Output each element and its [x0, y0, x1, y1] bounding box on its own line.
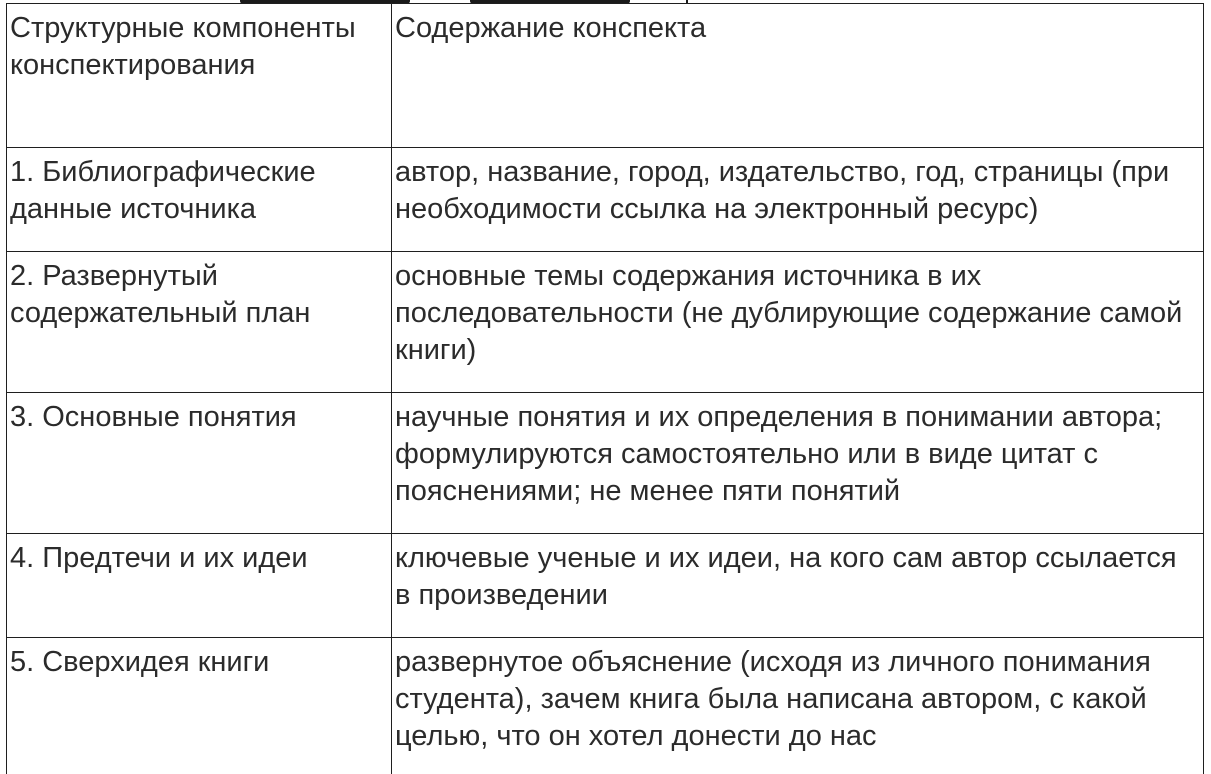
header-cell-components: Структурные компоненты конспектирования	[7, 4, 392, 148]
component-cell: 4. Предтечи и их идеи	[7, 534, 392, 638]
content-cell: ключевые ученые и их идеи, на кого сам автор ссылается в произведении	[392, 534, 1204, 638]
component-cell: 1. Библиографические данные источника	[7, 148, 392, 252]
component-cell: 3. Основные понятия	[7, 393, 392, 534]
content-cell: автор, название, город, издательство, год, страницы (при необходимости ссылка на электронный ресурс)	[392, 148, 1204, 252]
component-cell: 5. Сверхидея книги	[7, 638, 392, 774]
table-row	[7, 148, 1204, 252]
component-cell: 2. Развернутый содержательный план	[7, 252, 392, 393]
content-cell: научные понятия и их определения в понимании автора; формулируются самостоятельно или в виде цитат с пояснениями; не менее пяти понятий	[392, 393, 1204, 534]
content-cell: основные темы содержания источника в их последовательности (не дублирующие содержание самой книги)	[392, 252, 1204, 393]
table-row	[7, 252, 1204, 393]
header-cell-content: Содержание конспекта	[392, 4, 1204, 148]
table-header-row	[7, 4, 1204, 148]
table-row	[7, 393, 1204, 534]
content-cell: развернутое объяснение (исходя из личного понимания студента), зачем книга была написана автором, с какой целью, что он хотел донести до нас	[392, 638, 1204, 774]
table-row	[7, 534, 1204, 638]
table-row	[7, 638, 1204, 774]
outline-structure-table	[6, 3, 1204, 774]
